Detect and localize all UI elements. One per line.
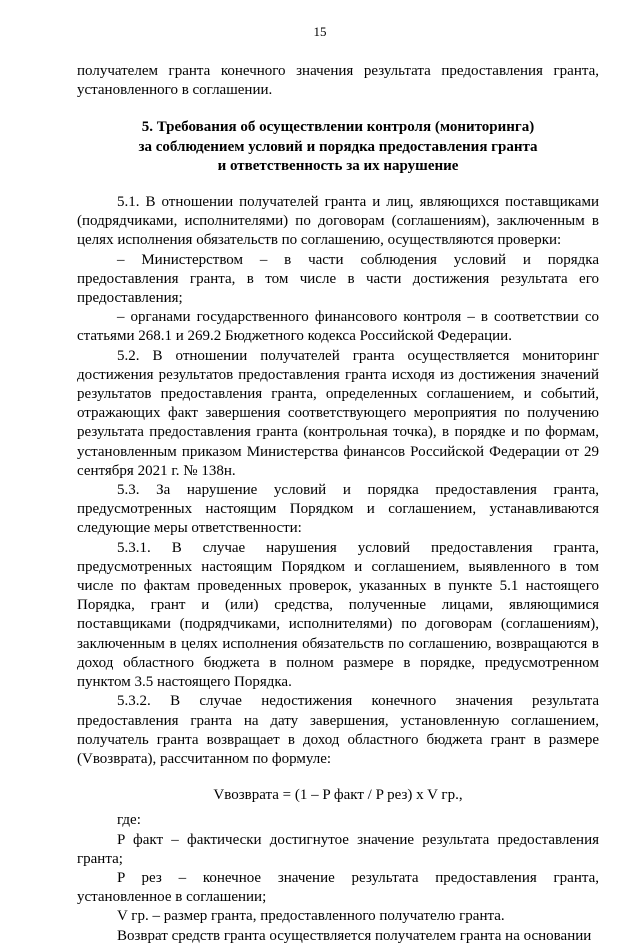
paragraph-5-1: 5.1. В отношении получателей гранта и лиц, являющихся поставщиками (подрядчиками, исполнителями) по договорам (соглашениям), заключенным в целях исполнения обязательств по соглашению, осуществляются проверки:: [77, 194, 599, 249]
legend-p-rez: P рез – конечное значение результата предоставления гранта, установленное в соглашении;: [77, 869, 599, 906]
refund-formula: Vвозврата = (1 – P факт / P рез) x V гр.,: [213, 787, 463, 804]
paragraph-5-3: 5.3. За нарушение условий и порядка предоставления гранта, предусмотренных настоящим Порядком и соглашением, устанавливаются следующие меры ответственности:: [77, 482, 599, 537]
page-content: [77, 62, 599, 946]
legend-v-gr: V гр. – размер гранта, предоставленного получателю гранта.: [117, 908, 505, 925]
section-heading: [77, 118, 599, 176]
refund-basis-paragraph: Возврат средств гранта осуществляется получателем гранта на основании: [117, 927, 592, 944]
paragraph-5-3-1: 5.3.1. В случае нарушения условий предоставления гранта, предусмотренных настоящим Порядком и соглашением, выявленного в том числе по фактам проведенных проверок, указанных в пункте 5.1 настоящего Порядка, грант и (или) средства, полученные лицами, являющимися поставщиками (подрядчиками, исполнителями) по договорам (соглашениям), заключенным в целях исполнения обязательств по соглашению, возвращаются в доход областного бюджета в полном размере в порядке, предусмотренном пунктом 3.5 настоящего Порядка.: [77, 539, 599, 691]
list-item-financial-control: – органами государственного финансового контроля – в соответствии со статьями 268.1 и 269.2 Бюджетного кодекса Российской Федерации.: [77, 309, 599, 345]
section-heading-line: за соблюдением условий и порядка предоставления гранта: [138, 138, 538, 155]
legend-p-fact: P факт – фактически достигнутое значение результата предоставления гранта;: [77, 831, 599, 867]
legend-where: где:: [117, 812, 141, 829]
section-heading-line: и ответственность за их нарушение: [217, 157, 459, 174]
list-item-ministry: – Министерством – в части соблюдения условий и порядка предоставления гранта, в том числе в части достижения результата его предоставления;: [77, 251, 599, 307]
paragraph-5-2: 5.2. В отношении получателей гранта осуществляется мониторинг достижения результатов предоставления гранта исходя из достижения значений результатов предоставления гранта, определенных соглашением, и событий, отражающих факт завершения соответствующего мероприятия по получению результата предоставления гранта (контрольная точка), в порядке и по формам, установленным приказом Министерства финансов Российской Федерации от 29 сентября 2021 г. № 138н.: [77, 347, 599, 479]
intro-paragraph: получателем гранта конечного значения результата предоставления гранта, установленного в соглашении.: [77, 63, 599, 99]
paragraph-5-3-2: 5.3.2. В случае недостижения конечного значения результата предоставления гранта на дату завершения, установленную соглашением, получатель гранта возвращает в доход областного бюджета грант в размере (Vвозврата), рассчитанном по формуле:: [77, 693, 599, 767]
section-heading-line: 5. Требования об осуществлении контроля (мониторинга): [141, 119, 535, 136]
page-number: 15: [313, 24, 327, 39]
